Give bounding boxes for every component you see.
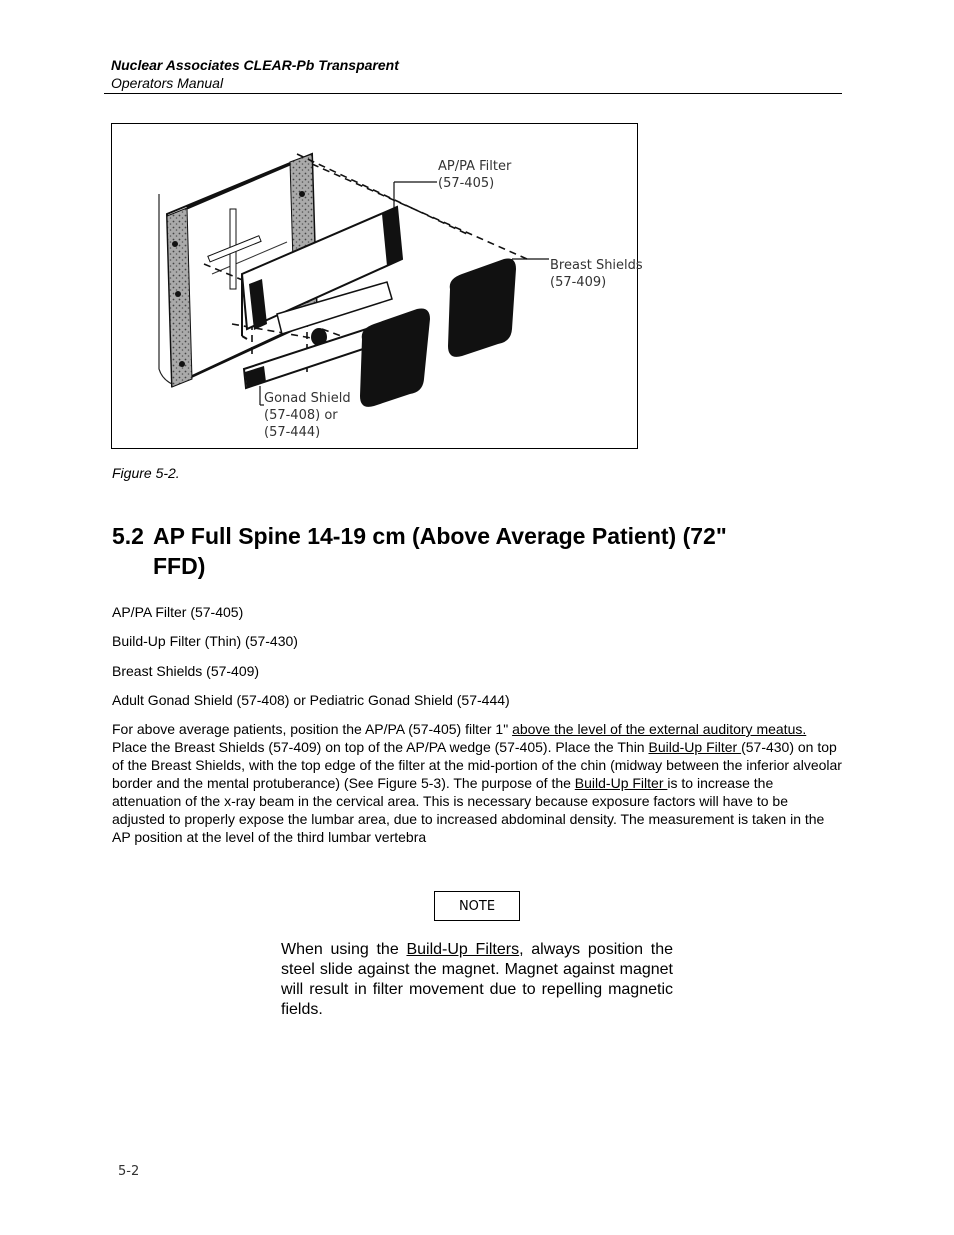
callout-label: Gonad Shield (264, 391, 351, 406)
callout-label: Breast Shields (550, 258, 643, 273)
paragraph-text: (57-430) on top of the Breast Shields, with the top edge of the filter at the mid-portion of the chin (midway between the inferior alveolar border and the mental protuberance) (See Figure 5-3). The purpose of the (112, 739, 842, 791)
underlined-text: Build-Up Filter (648, 739, 742, 755)
page-number: 5-2 (118, 1164, 140, 1179)
callout-part-number: (57-444) (264, 425, 321, 440)
callout-part-number: (57-405) (438, 176, 495, 191)
section-title-line1: AP Full Spine 14-19 cm (Above Average Patient) (72" (153, 523, 727, 549)
figure-5-2 (111, 123, 643, 449)
section-heading (112, 521, 832, 581)
page-header (111, 56, 842, 92)
ap-pa-filter-callout (438, 158, 511, 192)
gonad-shield-callout (264, 390, 351, 441)
callout-part-number: (57-408) or (264, 408, 338, 423)
note-text-part: , always position the steel slide against the magnet. Magnet against magnet will result in filter movement due to repelling magnetic fields. (281, 941, 674, 1018)
instructions-paragraph (112, 720, 842, 846)
section-number: 5.2 (112, 523, 144, 549)
manual-title: Nuclear Associates CLEAR-Pb Transparent (111, 57, 399, 73)
underlined-text: above the level of the external auditory meatus. (512, 721, 807, 737)
paragraph-text: is to increase the attenuation of the x-ray beam in the cervical area. This is necessary because exposure factors will have to be adjusted to properly expose the lumbar area, due to increased abdominal density. The measurement is taken in the AP position at the level of the third lumbar vertebra (112, 775, 825, 845)
callout-label: AP/PA Filter (438, 159, 512, 174)
note-text (281, 940, 673, 1020)
note-label-box: NOTE (434, 891, 520, 921)
breast-shields-callout (550, 257, 643, 291)
manual-subtitle: Operators Manual (111, 75, 224, 91)
equipment-item: Build-Up Filter (Thin) (57-430) (112, 633, 298, 649)
equipment-item: Adult Gonad Shield (57-408) or Pediatric Gonad Shield (57-444) (112, 692, 510, 708)
figure-caption: Figure 5-2. (112, 465, 180, 481)
paragraph-text: For above average patients, position the AP/PA (57-405) filter 1" (112, 721, 513, 737)
equipment-item: AP/PA Filter (57-405) (112, 604, 244, 620)
callout-part-number: (57-409) (550, 275, 607, 290)
underlined-text: Build-Up Filter (574, 775, 668, 791)
note-text-part: When using the (281, 941, 407, 958)
underlined-text: Build-Up Filters (406, 941, 520, 958)
header-rule (104, 93, 842, 94)
equipment-item: Breast Shields (57-409) (112, 663, 260, 679)
section-title-line2: FFD) (153, 553, 206, 579)
paragraph-text: Place the Breast Shields (57-409) on top of the AP/PA wedge (57-405). Place the Thin (112, 739, 649, 755)
